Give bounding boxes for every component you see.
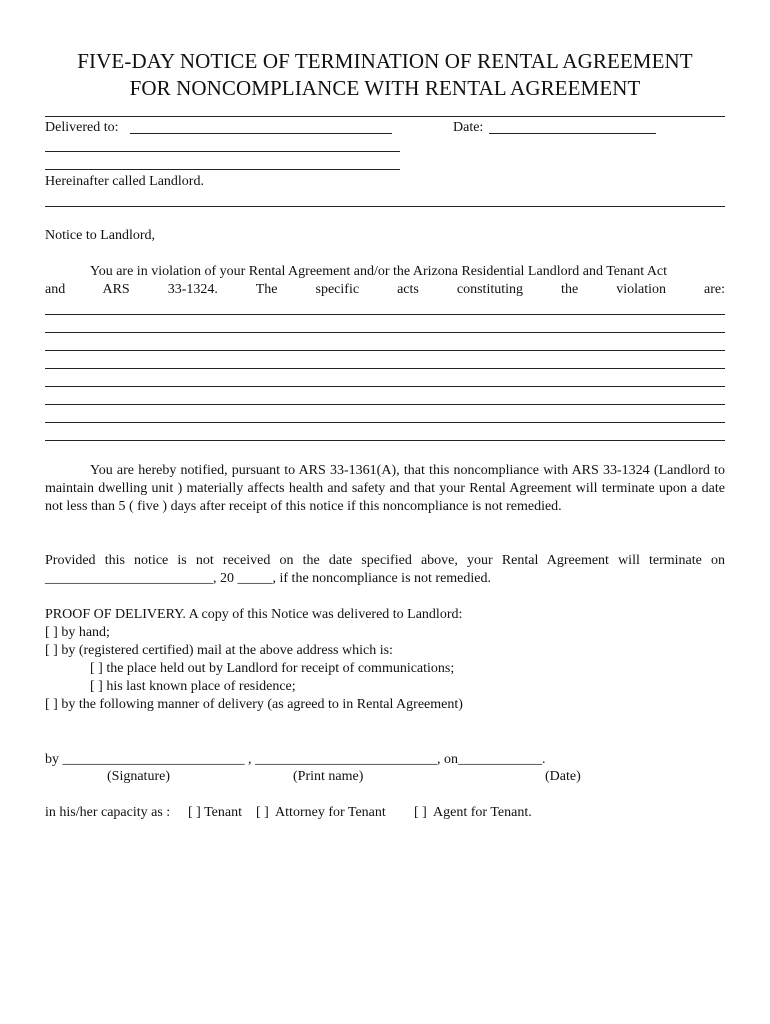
signature-line[interactable]: by __________________________ , __________________________, on____________.: [45, 752, 546, 767]
violation-field-line[interactable]: [45, 440, 725, 441]
capacity-prefix: in his/her capacity as :: [45, 805, 171, 820]
document-title-line-2: FOR NONCOMPLIANCE WITH RENTAL AGREEMENT: [129, 76, 641, 100]
proof-heading: PROOF OF DELIVERY. A copy of this Notice was delivered to Landlord:: [45, 607, 463, 622]
capacity-option-attorney[interactable]: [ ] Attorney for Tenant: [256, 805, 386, 820]
hereinafter-text: Hereinafter called Landlord.: [45, 174, 204, 189]
document-title-line-1: FIVE-DAY NOTICE OF TERMINATION OF RENTAL AGREEMENT: [77, 49, 693, 73]
provided-line-1: Provided this notice is not received on the date specified above, your Rental Agreement will terminate on: [45, 553, 725, 568]
notification-paragraph: You are hereby notified, pursuant to ARS 33-1361(A), that this noncompliance with ARS 33-1324 (Landlord to maintain dwelling unit ) materially affects health and safety and that your Rental Agreement will terminate upon a date not less than 5 ( five ) days after receipt of this notice if this noncompliance is not remedied.: [45, 463, 725, 514]
divider: [45, 206, 725, 207]
proof-option-by-mail[interactable]: [ ] by (registered certified) mail at the above address which is:: [45, 643, 393, 658]
violation-field-line[interactable]: [45, 332, 725, 333]
violation-field-line[interactable]: [45, 350, 725, 351]
proof-option-other[interactable]: [ ] by the following manner of delivery (as agreed to in Rental Agreement): [45, 697, 463, 712]
date-caption: (Date): [545, 769, 581, 784]
provided-line-2: ________________________, 20 _____, if the noncompliance is not remedied.: [45, 571, 491, 586]
notice-salutation: Notice to Landlord,: [45, 228, 156, 243]
violation-field-line[interactable]: [45, 422, 725, 423]
violation-field-line[interactable]: [45, 314, 725, 315]
violation-line-2: and ARS 33-1324. The specific acts constituting the violation are:: [45, 282, 725, 297]
signature-caption: (Signature): [107, 769, 170, 784]
violation-line-1: You are in violation of your Rental Agreement and/or the Arizona Residential Landlord and Tenant Act: [90, 264, 668, 279]
proof-option-last-known[interactable]: [ ] his last known place of residence;: [90, 679, 296, 694]
violation-field-line[interactable]: [45, 404, 725, 405]
delivered-to-label: Delivered to:: [45, 120, 119, 135]
violation-field-line[interactable]: [45, 368, 725, 369]
divider: [45, 116, 725, 117]
address-field-line-2[interactable]: [45, 169, 400, 170]
delivered-to-field[interactable]: [130, 133, 392, 134]
capacity-option-tenant[interactable]: [ ] Tenant: [188, 805, 242, 820]
print-name-caption: (Print name): [293, 769, 364, 784]
proof-option-by-hand[interactable]: [ ] by hand;: [45, 625, 110, 640]
capacity-option-agent[interactable]: [ ] Agent for Tenant.: [414, 805, 532, 820]
address-field-line-1[interactable]: [45, 151, 400, 152]
violation-field-line[interactable]: [45, 386, 725, 387]
date-field[interactable]: [489, 133, 656, 134]
date-label: Date:: [453, 120, 484, 135]
proof-option-place-held[interactable]: [ ] the place held out by Landlord for receipt of communications;: [90, 661, 455, 676]
